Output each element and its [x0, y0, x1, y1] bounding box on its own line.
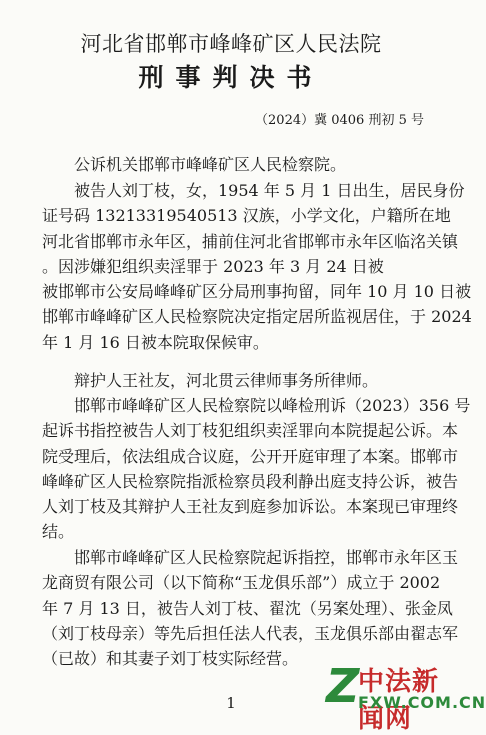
paragraph — [42, 393, 471, 545]
watermark-z-mark: Z — [326, 659, 360, 713]
paragraph — [42, 545, 459, 671]
page-number: 1 — [226, 694, 236, 712]
paragraph-line: 起诉书指控被告人刘丁枝犯组织卖淫罪向本院提起公诉。本 — [42, 421, 459, 441]
paragraph-line: 被邯郸市公安局峰峰矿区分局刑事拘留，同年 10 月 10 日被 — [42, 282, 472, 302]
watermark-site-url: FXW.COM.CN — [358, 693, 486, 712]
paragraph-line: （已故）和其妻子刘丁枝实际经营。 — [42, 649, 299, 669]
case-number: （2024）冀 0406 刑初 5 号 — [255, 113, 424, 128]
paragraph-line: 邯郸市峰峰矿区人民检察院起诉指控，邯郸市永年区玉 — [74, 548, 459, 567]
paragraph-line: 年 1 月 16 日被本院取保候审。 — [42, 332, 269, 352]
paragraph-line: 峰峰矿区人民检察院指派检察员段利静出庭支持公诉，被告 — [42, 471, 459, 491]
paragraph-line: 龙商贸有限公司（以下简称“玉龙俱乐部”）成立于 2002 — [42, 573, 441, 593]
paragraph-line: 结。 — [42, 522, 75, 542]
site-watermark-logo — [326, 659, 486, 734]
paragraph — [42, 178, 472, 355]
paragraph-line: 辩护人王社友，河北贯云律师事务所律师。 — [74, 371, 379, 390]
paragraph — [58, 152, 440, 177]
paragraph-line: 年 7 月 13 日，被告人刘丁枝、翟沈（另案处理）、张金凤 — [42, 598, 453, 618]
court-name: 河北省邯郸市峰峰矿区人民法院 — [80, 32, 382, 56]
paragraph-line: （刘丁枝母亲）等先后担任法人代表，玉龙俱乐部由翟志军 — [42, 623, 459, 643]
paragraph-line: 院受理后，依法组成合议庭，公开开庭审理了本案。邯郸市 — [42, 446, 459, 466]
paragraph-line: 人刘丁枝及其辩护人王社友到庭参加诉讼。本案现已审理终 — [42, 497, 459, 517]
paragraph-line: 。因涉嫌犯组织卖淫罪于 2023 年 3 月 24 日被 — [42, 256, 384, 276]
watermark-site-name: 中法新闻网 — [358, 667, 440, 734]
paragraph-line: 被告人刘丁枝，女，1954 年 5 月 1 日出生，居民身份 — [74, 181, 465, 200]
document-title: 刑事判决书 — [138, 63, 324, 92]
paragraph-line: 邯郸市峰峰矿区人民检察院决定指定居所监视居住，于 2024 — [42, 307, 472, 327]
paragraph-line: 证号码 13213319540513 汉族，小学文化，户籍所在地 — [42, 206, 451, 226]
paragraph — [58, 368, 440, 393]
paragraph-line: 河北省邯郸市永年区，捕前住河北省邯郸市永年区临洺关镇 — [42, 231, 459, 251]
paragraph-line: 邯郸市峰峰矿区人民检察院以峰检刑诉（2023）356 号 — [74, 396, 471, 415]
paragraph-line: 公诉机关邯郸市峰峰矿区人民检察院。 — [74, 155, 347, 174]
